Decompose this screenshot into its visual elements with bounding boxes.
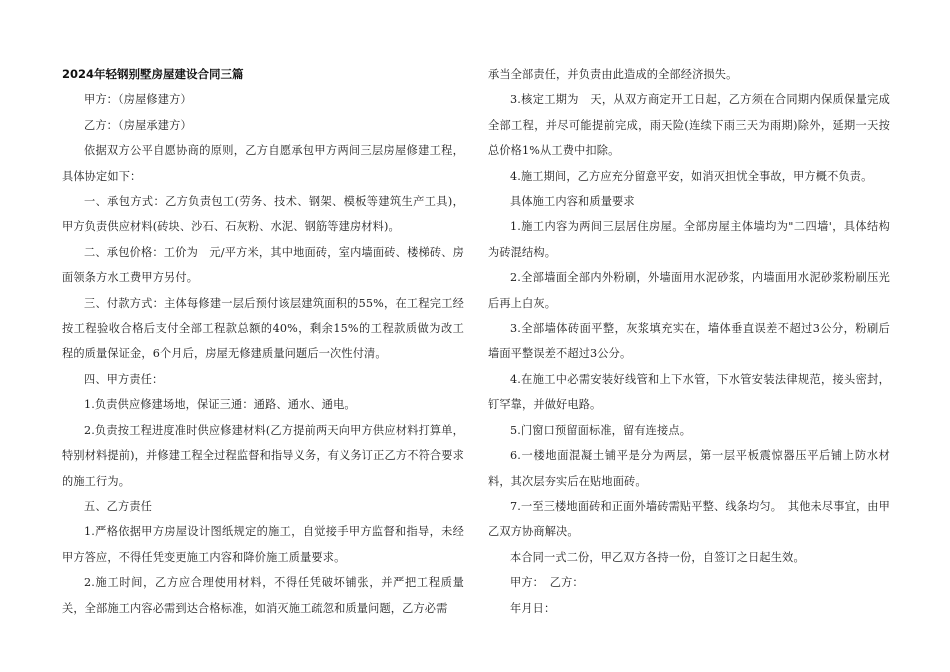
paragraph: 甲方：（房屋修建方） [84,93,192,107]
paragraph: 1.负责供应修建场地，保证三通：通路、通水、通电。 [84,398,356,412]
paragraph: 5.门窗口预留面标准，留有连接点。 [510,423,692,437]
paragraph: 本合同一式二份，甲乙双方各持一份，自签订之日起生效。 [510,550,805,564]
signature-line: 甲方： 乙方： [510,576,584,590]
paragraph: 2.全部墙面全部内外粉刷，外墙面用水泥砂浆，内墙面用水泥砂浆粉刷压光后再上白灰。 [488,271,890,310]
right-column [488,62,890,621]
paragraph: 乙方：（房屋承建方） [84,118,192,132]
paragraph: 3.全部墙体砖面平整，灰浆填充实在，墙体垂直误差不超过3公分，粉刷后墙面平整误差不超过3公分。 [488,322,890,361]
paragraph-continued: 承当全部责任，并负责由此造成的全部经济损失。 [488,68,738,81]
left-column [62,62,464,621]
paragraph: 4.在施工中必需安装好线管和上下水管，下水管安装法律规范，接头密封，钉罕靠，并做好电路。 [488,372,890,412]
date-line: 年月日： [510,601,556,615]
document-title: 2024年轻钢别墅房屋建设合同三篇 [62,67,244,81]
paragraph: 二、承包价格：工价为 元/平方米，其中地面砖，室内墙面砖、楼梯砖、房面领条方水工费甲方另付。 [62,245,464,285]
paragraph: 三、付款方式：主体每修建一层后预付该层建筑面积的55%，在工程完工经按工程验收合格后支付全部工程款总额的40%，剩余15%的工程款质做为改工程的质量保证金，6个月后，房屋无修建质量问题后一次性付清。 [62,296,464,361]
paragraph: 3.核定工期为 天，从双方商定开工日起，乙方须在合同期内保质保量完成全部工程，并尽可能提前完成，雨天险(连续下雨三天为雨期)除外，延期一天按总价格1%从工费中扣除。 [488,93,890,158]
paragraph: 6.一楼地面混凝土铺平是分为两层，第一层平板震惊器压平后铺上防水材料，其次层夯实后在贴地面砖。 [488,449,890,488]
section-heading: 具体施工内容和质量要求 [510,195,635,209]
paragraph: 1.施工内容为两间三层居住房屋。全部房屋主体墙均为"二四墙'，具体结构为砖混结构。 [488,220,890,259]
paragraph: 一、承包方式：乙方负责包工(劳务、技术、钢架、模板等建筑生产工具)，甲方负责供应材料(砖块、沙石、石灰粉、水泥、钢筋等建房材料)。 [62,195,464,234]
paragraph: 4.施工期间，乙方应充分留意平安，如消灭担忧全事故，甲方概不负责。 [510,169,873,183]
paragraph: 7.一至三楼地面砖和正面外墙砖需贴平整、线条均匀。 其他未尽事宜，由甲乙双方协商解决。 [488,499,890,539]
paragraph: 2.负责按工程进度准时供应修建材料(乙方提前两天向甲方供应材料打算单，特别材料提前)，并修建工程全过程监督和指导义务，有义务订正乙方不符合要求的施工行为。 [62,423,464,488]
paragraph: 1.严格依据甲方房屋设计图纸规定的施工，自觉接手甲方监督和指导，未经甲方答应，不得任凭变更施工内容和降价施工质量要求。 [62,525,464,564]
paragraph: 依据双方公平自愿协商的原则，乙方自愿承包甲方两间三层房屋修建工程，具体协定如下： [62,144,464,183]
paragraph: 2.施工时间，乙方应合理使用材料，不得任凭破坏铺张，并严把工程质量关，全部施工内容必需到达合格标准，如消灭施工疏忽和质量问题，乙方必需 [62,576,464,615]
section-heading: 五、乙方责任 [84,499,153,513]
section-heading: 四、甲方责任： [84,372,164,386]
